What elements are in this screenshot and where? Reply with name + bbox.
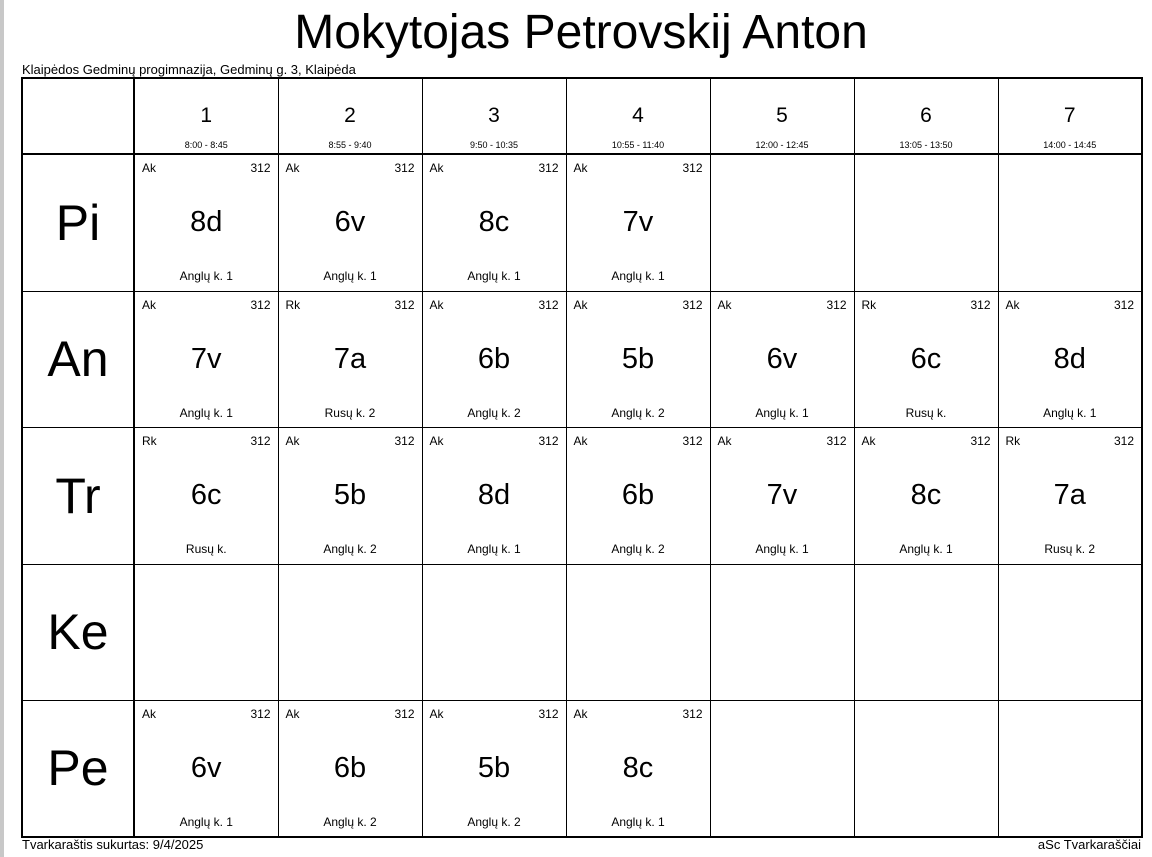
- day-label-cell: [22, 154, 134, 291]
- lesson-cell: [854, 427, 998, 564]
- subject-name: Anglų k. 1: [467, 269, 521, 283]
- room-number: 312: [538, 433, 559, 448]
- subject-name: Anglų k. 1: [755, 405, 809, 420]
- class-name: 6b: [477, 342, 511, 375]
- empty-cell: [998, 154, 1142, 291]
- subject-code: Rk: [1005, 433, 1021, 448]
- lesson-cell: [710, 427, 854, 564]
- created-date: Tvarkaraštis sukurtas: 9/4/2025: [22, 837, 204, 852]
- period-header-row: [22, 78, 1142, 154]
- lesson-cell: [134, 154, 278, 291]
- subject-code: Ak: [429, 297, 444, 312]
- left-edge-rule: [0, 0, 4, 857]
- subject-code: Ak: [861, 433, 876, 448]
- day-label-cell: [22, 564, 134, 700]
- period-header-cell: [278, 78, 422, 154]
- period-number: 6: [920, 104, 932, 127]
- subject-name: Anglų k. 2: [611, 405, 665, 420]
- subject-name: Rusų k. 2: [1044, 541, 1096, 556]
- subject-name: Anglų k. 1: [611, 269, 665, 283]
- class-name: 8c: [478, 206, 510, 238]
- class-name: 7v: [622, 206, 654, 238]
- lesson-cell: [134, 427, 278, 564]
- subject-name: Anglų k. 2: [611, 541, 665, 556]
- lesson-cell: [278, 427, 422, 564]
- room-number: 312: [394, 297, 415, 312]
- room-number: 312: [970, 297, 991, 312]
- class-name: 7v: [766, 478, 798, 511]
- class-name: 8c: [622, 751, 654, 784]
- subject-code: Ak: [285, 433, 300, 448]
- subject-name: Anglų k. 1: [179, 405, 233, 420]
- subject-name: Rusų k.: [185, 541, 227, 556]
- subject-code: Ak: [285, 706, 300, 721]
- period-header-cell: [710, 78, 854, 154]
- subject-code: Ak: [717, 433, 732, 448]
- period-number: 4: [632, 104, 644, 127]
- day-label: Pi: [55, 194, 101, 251]
- empty-cell: [566, 564, 710, 700]
- period-header-cell: [998, 78, 1142, 154]
- period-number: 7: [1063, 104, 1076, 127]
- subject-name: Anglų k. 1: [467, 541, 521, 556]
- room-number: 312: [394, 706, 415, 721]
- subject-code: Ak: [573, 706, 588, 721]
- lesson-cell: [566, 291, 710, 427]
- day-label: Ke: [47, 604, 109, 660]
- day-row-pe: [22, 700, 1142, 837]
- period-time: 8:55 - 9:40: [328, 140, 372, 150]
- period-header-cell: [566, 78, 710, 154]
- period-number: 5: [776, 104, 788, 127]
- class-name: 8d: [1053, 342, 1086, 375]
- class-name: 8d: [477, 478, 511, 511]
- class-name: 8c: [910, 478, 942, 511]
- day-label-cell: [22, 700, 134, 837]
- room-number: 312: [1113, 297, 1134, 312]
- lesson-cell: [278, 700, 422, 837]
- lesson-cell: [134, 700, 278, 837]
- period-time: 14:00 - 14:45: [1043, 140, 1097, 150]
- subject-name: Rusų k.: [905, 405, 947, 420]
- class-name: 6c: [190, 478, 222, 511]
- class-name: 7a: [333, 342, 367, 375]
- subject-code: Ak: [573, 433, 588, 448]
- class-name: 6c: [910, 342, 942, 375]
- day-label: An: [47, 331, 109, 387]
- empty-cell: [134, 564, 278, 700]
- period-header-cell: [134, 78, 278, 154]
- subject-code: Ak: [717, 297, 732, 312]
- lesson-cell: [134, 291, 278, 427]
- empty-cell: [710, 564, 854, 700]
- subject-name: Anglų k. 1: [1043, 405, 1097, 420]
- day-row-pi: [22, 154, 1142, 291]
- class-name: 6b: [333, 751, 367, 784]
- subject-code: Ak: [429, 161, 444, 175]
- day-row-tr: [22, 427, 1142, 564]
- room-number: 312: [250, 161, 271, 175]
- class-name: 7a: [1053, 478, 1086, 511]
- subject-code: Ak: [142, 706, 157, 721]
- lesson-cell: [566, 427, 710, 564]
- period-time: 13:05 - 13:50: [899, 140, 953, 150]
- empty-cell: [710, 154, 854, 291]
- subject-code: Rk: [285, 297, 301, 312]
- school-address: Klaipėdos Gedminų progimnazija, Gedminų g. 3, Klaipėda: [22, 62, 356, 77]
- subject-name: Anglų k. 1: [323, 269, 377, 283]
- room-number: 312: [394, 433, 415, 448]
- period-time: 12:00 - 12:45: [755, 140, 809, 150]
- subject-code: Ak: [429, 706, 444, 721]
- room-number: 312: [394, 161, 415, 175]
- room-number: 312: [538, 297, 559, 312]
- room-number: 312: [826, 297, 847, 312]
- class-name: 6v: [766, 342, 798, 375]
- lesson-cell: [710, 291, 854, 427]
- subject-name: Anglų k. 2: [323, 814, 377, 829]
- empty-cell: [998, 700, 1142, 837]
- class-name: 6v: [334, 206, 366, 238]
- timetable-grid: [21, 77, 1143, 838]
- class-name: 5b: [621, 342, 655, 375]
- day-label-cell: [22, 291, 134, 427]
- empty-cell: [854, 154, 998, 291]
- subject-code: Ak: [142, 161, 157, 175]
- subject-name: Anglų k. 2: [467, 814, 521, 829]
- subject-code: Ak: [142, 297, 157, 312]
- day-label: Pe: [47, 740, 109, 797]
- lesson-cell: [422, 700, 566, 837]
- room-number: 312: [682, 297, 703, 312]
- class-name: 7v: [190, 342, 222, 375]
- subject-name: Rusų k. 2: [324, 405, 376, 420]
- empty-cell: [278, 564, 422, 700]
- class-name: 8d: [190, 206, 223, 238]
- period-number: 2: [344, 104, 356, 127]
- subject-name: Anglų k. 2: [323, 541, 377, 556]
- period-time: 9:50 - 10:35: [469, 140, 519, 150]
- period-time: 10:55 - 11:40: [611, 140, 665, 150]
- lesson-cell: [278, 291, 422, 427]
- room-number: 312: [826, 433, 847, 448]
- period-time: 8:00 - 8:45: [184, 140, 228, 150]
- day-label: Tr: [55, 467, 101, 524]
- subject-code: Rk: [142, 433, 157, 448]
- room-number: 312: [682, 161, 703, 175]
- page-title: Mokytojas Petrovskij Anton: [294, 6, 868, 59]
- lesson-cell: [566, 154, 710, 291]
- room-number: 312: [538, 706, 559, 721]
- room-number: 312: [250, 433, 271, 448]
- room-number: 312: [682, 433, 703, 448]
- lesson-cell: [566, 700, 710, 837]
- empty-cell: [998, 564, 1142, 700]
- lesson-cell: [854, 291, 998, 427]
- room-number: 312: [1113, 433, 1134, 448]
- class-name: 5b: [477, 751, 511, 784]
- room-number: 312: [250, 706, 271, 721]
- lesson-cell: [422, 154, 566, 291]
- subject-name: Anglų k. 1: [899, 541, 953, 556]
- day-row-ke: [22, 564, 1142, 700]
- period-header-cell: [854, 78, 998, 154]
- subject-code: Ak: [285, 161, 300, 175]
- room-number: 312: [682, 706, 703, 721]
- room-number: 312: [970, 433, 991, 448]
- empty-cell: [710, 700, 854, 837]
- lesson-cell: [278, 154, 422, 291]
- lesson-cell: [422, 427, 566, 564]
- empty-cell: [854, 700, 998, 837]
- subject-name: Anglų k. 1: [611, 814, 665, 829]
- subject-code: Rk: [861, 297, 877, 312]
- subject-name: Anglų k. 1: [179, 814, 233, 829]
- empty-cell: [854, 564, 998, 700]
- room-number: 312: [250, 297, 271, 312]
- subject-code: Ak: [573, 297, 588, 312]
- room-number: 312: [538, 161, 559, 175]
- period-header-cell: [422, 78, 566, 154]
- day-label-cell: [22, 427, 134, 564]
- lesson-cell: [422, 291, 566, 427]
- subject-code: Ak: [573, 161, 588, 175]
- empty-cell: [422, 564, 566, 700]
- class-name: 5b: [333, 478, 367, 511]
- subject-name: Anglų k. 1: [755, 541, 809, 556]
- class-name: 6v: [190, 751, 222, 784]
- brand-name: aSc Tvarkaraščiai: [1037, 837, 1141, 852]
- day-row-an: [22, 291, 1142, 427]
- lesson-cell: [998, 291, 1142, 427]
- period-number: 1: [200, 104, 213, 127]
- corner-cell: [22, 78, 134, 154]
- lesson-cell: [998, 427, 1142, 564]
- subject-code: Ak: [1005, 297, 1020, 312]
- subject-code: Ak: [429, 433, 444, 448]
- period-number: 3: [488, 104, 500, 127]
- subject-name: Anglų k. 1: [179, 269, 233, 283]
- subject-name: Anglų k. 2: [467, 405, 521, 420]
- class-name: 6b: [621, 478, 655, 511]
